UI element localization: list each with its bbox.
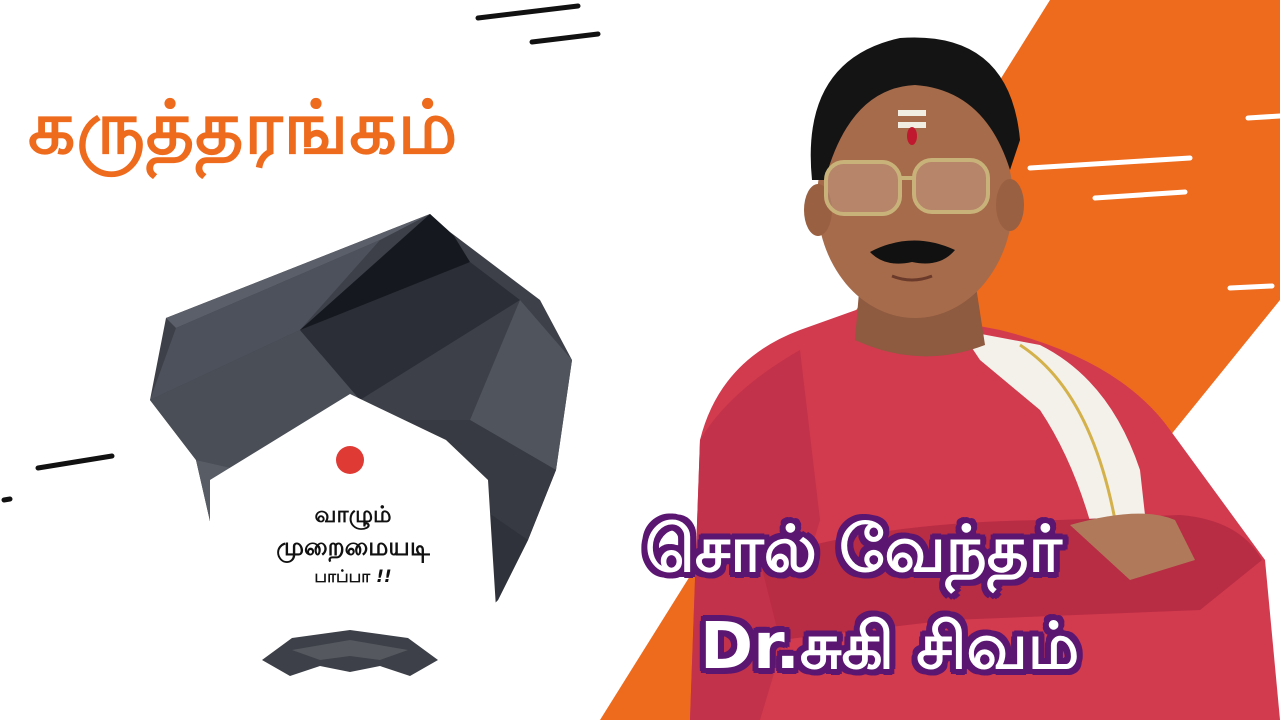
logo-line-1: வாழும் <box>314 502 392 528</box>
logo-line-2: முறைமையடி <box>276 532 430 561</box>
speaker-title-line: சொல் வேந்தர் <box>645 513 1062 587</box>
logo-line-3-suffix: !! <box>376 567 392 587</box>
event-title: கருத்தரங்கம் <box>28 85 459 171</box>
logo-caption <box>228 500 478 590</box>
tilak <box>898 110 926 116</box>
logo-line-3-text: பாப்பா <box>314 567 371 587</box>
speaker-name-line: Dr.சுகி சிவம் <box>700 610 1080 684</box>
forehead-dot <box>336 446 364 474</box>
bharathiyar-turban-logo <box>126 212 586 692</box>
logo-line-3 <box>228 564 478 590</box>
